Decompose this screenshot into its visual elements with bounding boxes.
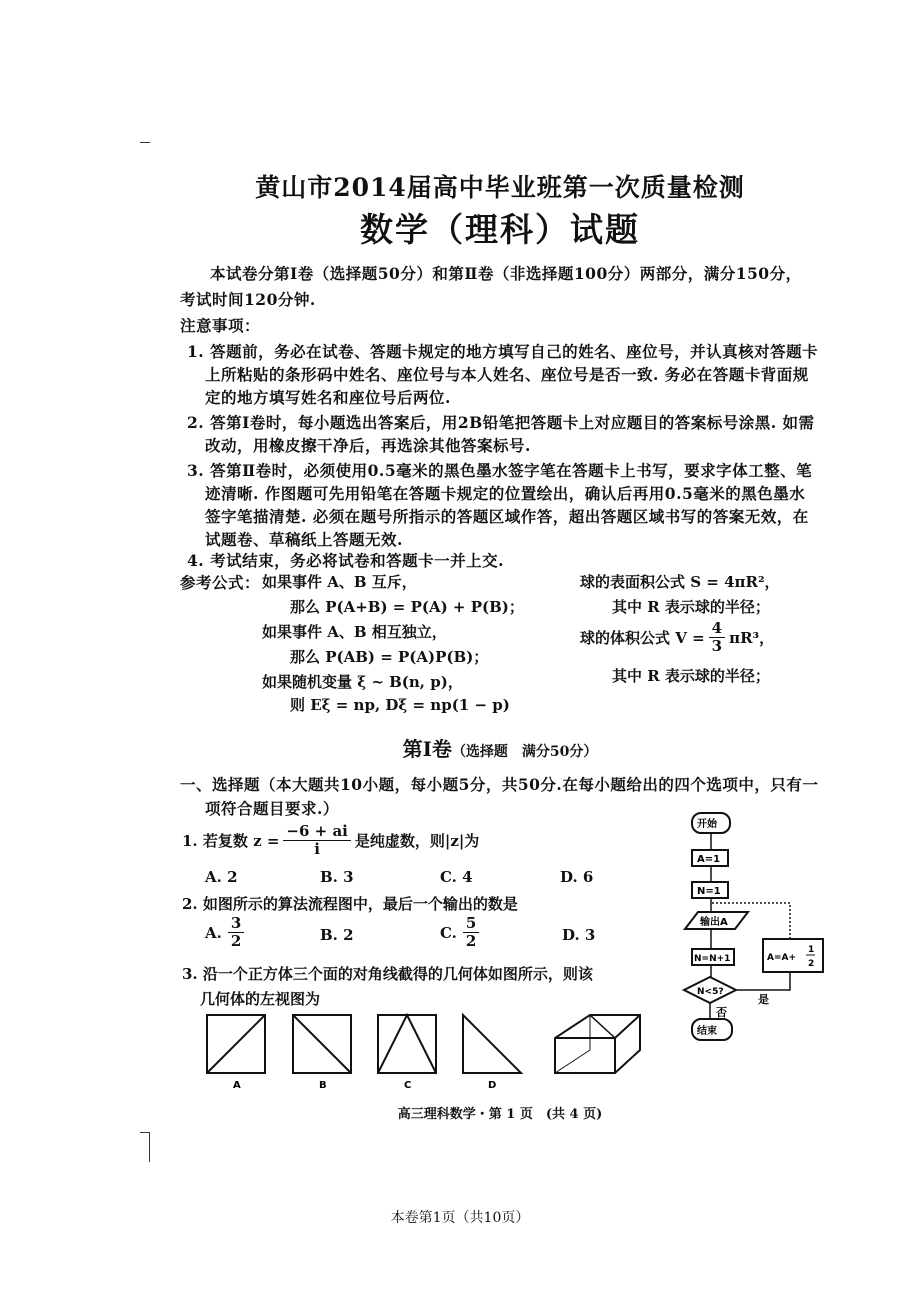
note-line: 上所粘贴的条形码中姓名、座位号与本人姓名、座位号是否一致. 务必在答题卡背面规 <box>205 365 809 384</box>
sphere-volume-formula <box>580 620 774 655</box>
view-c-square <box>378 1015 436 1073</box>
q3-figures <box>195 1010 655 1090</box>
flow-end-label: 结束 <box>697 1026 717 1037</box>
flow-n-init-label: N=1 <box>697 886 721 897</box>
formula-line: 如果随机变量 ξ ~ B(n, p)， <box>262 673 463 691</box>
view-d-triangle <box>463 1015 521 1073</box>
note-line: 4. 考试结束，务必将试卷和答题卡一并上交. <box>187 551 504 570</box>
question-1 <box>182 823 479 858</box>
q2-option-b: B. 2 <box>320 926 354 944</box>
view-label-a: A <box>233 1080 241 1090</box>
crop-mark <box>149 1132 150 1162</box>
formula-line: 如果事件 A、B 相互独立， <box>262 623 447 641</box>
flow-start-label: 开始 <box>697 819 717 830</box>
flow-update-label: A=A+ <box>767 953 797 963</box>
flowchart <box>670 805 840 1045</box>
q2-option-a <box>205 915 244 950</box>
section-title <box>0 733 920 762</box>
option-fraction <box>228 915 244 950</box>
q1-fraction <box>283 823 350 858</box>
volume-fraction <box>709 620 725 655</box>
flow-n-inc-label: N=N+1 <box>694 954 731 964</box>
note-line: 迹清晰. 作图题可先用铅笔在答题卡规定的位置绘出，确认后再用0.5毫米的黑色墨水 <box>205 484 806 503</box>
fraction-numerator: 3 <box>228 915 244 933</box>
fraction-denominator: 2 <box>465 932 477 950</box>
q1-option-d: D. 6 <box>560 868 594 886</box>
section-subtitle: （选择题 满分50分） <box>451 744 598 760</box>
fraction-denominator: 3 <box>711 637 723 655</box>
formulas-heading: 参考公式： <box>180 573 261 592</box>
flow-output-label: 输出A <box>700 917 728 928</box>
option-fraction <box>463 915 479 950</box>
q2-option-c <box>440 915 479 950</box>
note-line: 3. 答第Ⅱ卷时，必须使用0.5毫米的黑色墨水签字笔在答题卡上书写，要求字体工整、笔 <box>187 461 813 480</box>
note-line: 试题卷、草稿纸上答题无效. <box>205 530 403 549</box>
document-footer: 本卷第1页（共10页） <box>390 1210 530 1226</box>
page-footer: 高三理科数学・第 1 页 (共 4 页) <box>397 1107 603 1122</box>
formula-line: 则 Eξ = np, Dξ = np(1 − p) <box>290 696 510 714</box>
fraction-numerator: 5 <box>463 915 479 933</box>
note-line: 签字笔描清楚. 必须在题号所指示的答题区域作答，超出答题区域书写的答案无效，在 <box>205 507 809 526</box>
fraction-denominator: 2 <box>230 932 242 950</box>
option-label: A. <box>205 923 222 942</box>
notes-heading: 注意事项： <box>180 316 261 335</box>
fraction-denominator: i <box>314 840 320 858</box>
question-2: 2. 如图所示的算法流程图中，最后一个输出的数是 <box>182 895 518 913</box>
flow-yes-label: 是 <box>758 993 769 1006</box>
flow-update-den: 2 <box>808 959 815 969</box>
question-3-cont: 几何体的左视图为 <box>200 990 321 1008</box>
option-label: C. <box>440 923 457 942</box>
q1-option-c: C. 4 <box>440 868 473 886</box>
sphere-surface-note: 其中 R 表示球的半径； <box>612 598 770 616</box>
q1-prefix: 1. 若复数 z = <box>182 832 280 850</box>
sphere-volume-note: 其中 R 表示球的半径； <box>612 667 770 685</box>
note-line: 定的地方填写姓名和座位号后两位. <box>205 388 451 407</box>
q1-suffix: 是纯虚数，则|z|为 <box>354 832 480 850</box>
note-line: 2. 答第Ⅰ卷时，每小题选出答案后，用2B铅笔把答题卡上对应题目的答案标号涂黑. 如需 <box>187 413 815 432</box>
title-line1: 黄山市2014届高中毕业班第一次质量检测 <box>255 173 745 202</box>
sphere-surface-formula: 球的表面积公式 S = 4πR²， <box>580 573 780 591</box>
q1-option-a: A. 2 <box>205 868 238 886</box>
crop-mark <box>140 142 150 143</box>
q1-option-b: B. 3 <box>320 868 354 886</box>
flow-a-init-label: A=1 <box>697 854 721 865</box>
part1-instructions-cont: 项符合题目要求.） <box>205 799 339 818</box>
volume-suffix: πR³， <box>729 629 775 647</box>
view-label-d: D <box>488 1080 497 1090</box>
flow-update-num: 1 <box>808 945 815 955</box>
intro-line2: 考试时间120分钟. <box>180 290 316 309</box>
part1-instructions: 一、选择题（本大题共10小题，每小题5分，共50分.在每小题给出的四个选项中，只有一 <box>180 775 819 794</box>
title-line2: 数学（理科）试题 <box>360 210 640 249</box>
formula-line: 如果事件 A、B 互斥， <box>262 573 417 591</box>
flow-no-label: 否 <box>716 1006 727 1019</box>
formula-line: 那么 P(AB) = P(A)P(B)； <box>290 648 489 666</box>
q2-option-d: D. 3 <box>562 926 596 944</box>
section-title-main: 第Ⅰ卷 <box>402 737 452 761</box>
fraction-numerator: 4 <box>709 620 725 638</box>
formula-line: 那么 P(A+B) = P(A) + P(B)； <box>290 598 524 616</box>
note-line: 改动，用橡皮擦干净后，再选涂其他答案标号. <box>205 436 531 455</box>
view-label-c: C <box>404 1080 412 1090</box>
view-label-b: B <box>319 1080 327 1090</box>
question-3: 3. 沿一个正方体三个面的对角线截得的几何体如图所示，则该 <box>182 965 593 983</box>
intro-line1: 本试卷分第Ⅰ卷（选择题50分）和第Ⅱ卷（非选择题100分）两部分，满分150分， <box>210 264 802 283</box>
note-line: 1. 答题前，务必在试卷、答题卡规定的地方填写自己的姓名、座位号，并认真核对答题卡 <box>187 342 819 361</box>
volume-prefix: 球的体积公式 V = <box>580 629 705 647</box>
flow-cond-label: N<5? <box>697 987 724 997</box>
fraction-numerator: −6 + ai <box>283 823 350 841</box>
solid-figure <box>555 1015 640 1073</box>
